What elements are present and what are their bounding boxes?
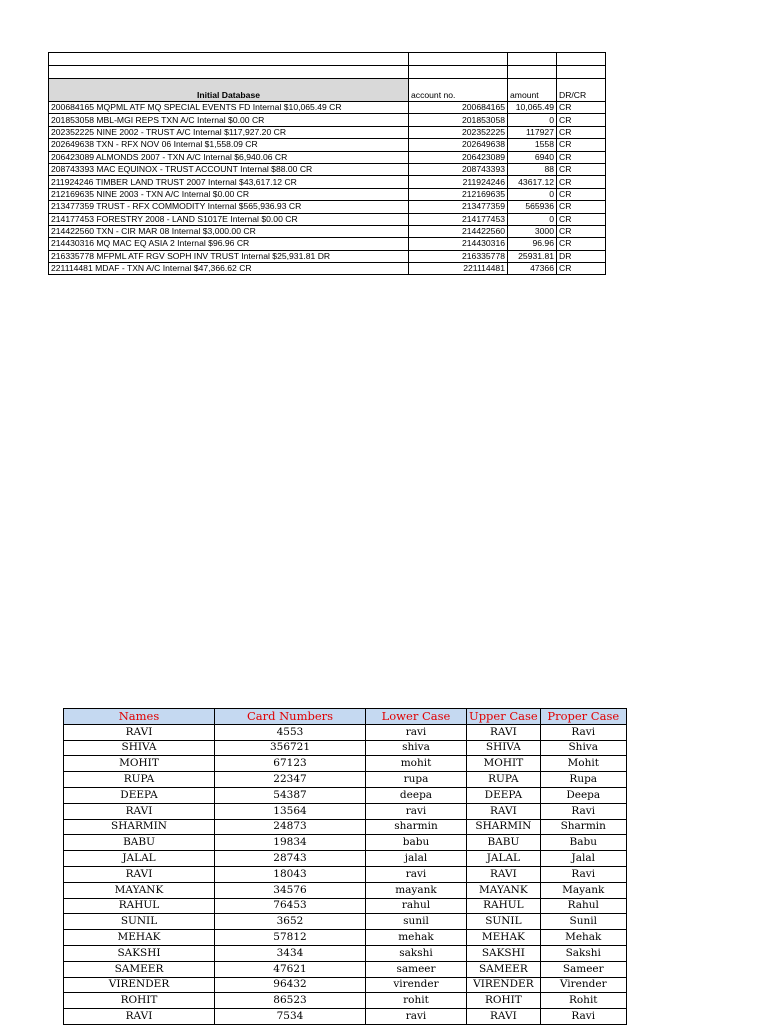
header-names[interactable]: Names bbox=[64, 709, 215, 725]
cell-dr-cr[interactable]: CR bbox=[557, 126, 606, 138]
table-row bbox=[64, 787, 627, 803]
cell-description[interactable]: 212169635 NINE 2003 - TXN A/C Internal $0.00 CR bbox=[49, 188, 409, 200]
cell-card-number[interactable]: 76453 bbox=[215, 898, 366, 914]
cell-amount[interactable]: 25931.81 bbox=[508, 250, 557, 262]
cell-name[interactable]: SHIVA bbox=[64, 740, 215, 756]
initial-database-body bbox=[49, 53, 606, 275]
cell-account-no[interactable]: 206423089 bbox=[409, 151, 508, 163]
cell-dr-cr[interactable]: CR bbox=[557, 201, 606, 213]
table-row bbox=[49, 102, 606, 114]
table-row bbox=[64, 851, 627, 867]
table-row bbox=[49, 263, 606, 275]
cell-amount[interactable]: 47366 bbox=[508, 263, 557, 275]
cell-lower-case[interactable]: sameer bbox=[366, 961, 467, 977]
cell-name[interactable]: RAHUL bbox=[64, 898, 215, 914]
cell-upper-case[interactable]: VIRENDER bbox=[467, 977, 541, 993]
cell[interactable] bbox=[409, 66, 508, 79]
cell-description[interactable]: 201853058 MBL-MGI REPS TXN A/C Internal $0.00 CR bbox=[49, 114, 409, 126]
cell-lower-case[interactable]: shiva bbox=[366, 740, 467, 756]
cell[interactable] bbox=[508, 53, 557, 66]
cell-card-number[interactable]: 28743 bbox=[215, 851, 366, 867]
cell-card-number[interactable]: 3434 bbox=[215, 945, 366, 961]
header-proper-case[interactable]: Proper Case bbox=[540, 709, 626, 725]
cell-card-number[interactable]: 4553 bbox=[215, 724, 366, 740]
cell-amount[interactable]: 3000 bbox=[508, 225, 557, 237]
cell-account-no[interactable]: 201853058 bbox=[409, 114, 508, 126]
cell[interactable] bbox=[49, 66, 409, 79]
table-row bbox=[49, 163, 606, 175]
table-row bbox=[64, 740, 627, 756]
cell-description[interactable]: 202352225 NINE 2002 - TRUST A/C Internal $117,927.20 CR bbox=[49, 126, 409, 138]
table-row bbox=[64, 914, 627, 930]
cell-card-number[interactable]: 34576 bbox=[215, 882, 366, 898]
cell-proper-case[interactable]: Virender bbox=[540, 977, 626, 993]
cell-account-no[interactable]: 214430316 bbox=[409, 238, 508, 250]
cell-proper-case[interactable]: Rupa bbox=[540, 772, 626, 788]
cell-card-number[interactable]: 24873 bbox=[215, 819, 366, 835]
table-row bbox=[49, 126, 606, 138]
cell-amount[interactable]: 0 bbox=[508, 114, 557, 126]
cell-upper-case[interactable]: JALAL bbox=[467, 851, 541, 867]
cell-card-number[interactable]: 54387 bbox=[215, 787, 366, 803]
cell-account-no[interactable]: 202649638 bbox=[409, 139, 508, 151]
cell-proper-case[interactable]: Babu bbox=[540, 835, 626, 851]
cell-name[interactable]: MEHAK bbox=[64, 930, 215, 946]
cell-account-no[interactable]: 216335778 bbox=[409, 250, 508, 262]
cell-upper-case[interactable]: ROHIT bbox=[467, 993, 541, 1009]
table-row bbox=[49, 201, 606, 213]
cell-name[interactable]: JALAL bbox=[64, 851, 215, 867]
cell-proper-case[interactable]: Mohit bbox=[540, 756, 626, 772]
cell-account-no[interactable]: 208743393 bbox=[409, 163, 508, 175]
cell-lower-case[interactable]: babu bbox=[366, 835, 467, 851]
cell-card-number[interactable]: 7534 bbox=[215, 1009, 366, 1025]
cell-dr-cr[interactable]: CR bbox=[557, 213, 606, 225]
cell-amount[interactable]: 1558 bbox=[508, 139, 557, 151]
table-row bbox=[64, 724, 627, 740]
cell-card-number[interactable]: 18043 bbox=[215, 866, 366, 882]
cell-dr-cr[interactable]: DR bbox=[557, 250, 606, 262]
cell-upper-case[interactable]: RAHUL bbox=[467, 898, 541, 914]
cell[interactable] bbox=[557, 53, 606, 66]
cell-upper-case[interactable]: DEEPA bbox=[467, 787, 541, 803]
names-header-row bbox=[64, 709, 627, 725]
cell-dr-cr[interactable]: CR bbox=[557, 163, 606, 175]
table-row bbox=[49, 225, 606, 237]
cell-card-number[interactable]: 96432 bbox=[215, 977, 366, 993]
cell-dr-cr[interactable]: CR bbox=[557, 139, 606, 151]
table-row bbox=[64, 882, 627, 898]
database-title[interactable]: Initial Database bbox=[49, 79, 409, 102]
cell-lower-case[interactable]: ravi bbox=[366, 866, 467, 882]
cell-account-no[interactable]: 221114481 bbox=[409, 263, 508, 275]
cell-description[interactable]: 216335778 MFPML ATF RGV SOPH INV TRUST Internal $25,931.81 DR bbox=[49, 250, 409, 262]
table-row bbox=[49, 250, 606, 262]
table-row bbox=[64, 819, 627, 835]
cell-proper-case[interactable]: Shiva bbox=[540, 740, 626, 756]
cell-account-no[interactable]: 214177453 bbox=[409, 213, 508, 225]
cell[interactable] bbox=[409, 53, 508, 66]
cell-card-number[interactable]: 86523 bbox=[215, 993, 366, 1009]
header-amount[interactable]: amount bbox=[508, 79, 557, 102]
header-row bbox=[49, 79, 606, 102]
header-upper-case[interactable]: Upper Case bbox=[467, 709, 541, 725]
header-dr-cr[interactable]: DR/CR bbox=[557, 79, 606, 102]
cell-description[interactable]: 214430316 MQ MAC EQ ASIA 2 Internal $96.96 CR bbox=[49, 238, 409, 250]
cell-card-number[interactable]: 57812 bbox=[215, 930, 366, 946]
table-row bbox=[64, 756, 627, 772]
cell-account-no[interactable]: 214422560 bbox=[409, 225, 508, 237]
cell-lower-case[interactable]: sunil bbox=[366, 914, 467, 930]
cell-lower-case[interactable]: sharmin bbox=[366, 819, 467, 835]
cell-card-number[interactable]: 19834 bbox=[215, 835, 366, 851]
table-row bbox=[49, 139, 606, 151]
cell-amount[interactable]: 10,065.49 bbox=[508, 102, 557, 114]
cell-account-no[interactable]: 212169635 bbox=[409, 188, 508, 200]
table-row bbox=[64, 945, 627, 961]
cell-card-number[interactable]: 47621 bbox=[215, 961, 366, 977]
cell-account-no[interactable]: 202352225 bbox=[409, 126, 508, 138]
cell-amount[interactable]: 6940 bbox=[508, 151, 557, 163]
cell[interactable] bbox=[508, 66, 557, 79]
cell-name[interactable]: RAVI bbox=[64, 803, 215, 819]
cell-proper-case[interactable]: Mehak bbox=[540, 930, 626, 946]
table-row bbox=[64, 930, 627, 946]
cell-description[interactable]: 211924246 TIMBER LAND TRUST 2007 Internal $43,617.12 CR bbox=[49, 176, 409, 188]
blank-row bbox=[49, 53, 606, 66]
cell-lower-case[interactable]: ravi bbox=[366, 1009, 467, 1025]
cell-proper-case[interactable]: Mayank bbox=[540, 882, 626, 898]
table-row bbox=[49, 114, 606, 126]
cell-proper-case[interactable]: Jalal bbox=[540, 851, 626, 867]
cell-upper-case[interactable]: SUNIL bbox=[467, 914, 541, 930]
cell-lower-case[interactable]: rahul bbox=[366, 898, 467, 914]
table-row bbox=[64, 993, 627, 1009]
cell-lower-case[interactable]: mohit bbox=[366, 756, 467, 772]
cell-lower-case[interactable]: rohit bbox=[366, 993, 467, 1009]
cell-upper-case[interactable]: RAVI bbox=[467, 803, 541, 819]
cell-name[interactable]: BABU bbox=[64, 835, 215, 851]
cell-account-no[interactable]: 213477359 bbox=[409, 201, 508, 213]
cell-upper-case[interactable]: RAVI bbox=[467, 866, 541, 882]
cell-upper-case[interactable]: MEHAK bbox=[467, 930, 541, 946]
cell-amount[interactable]: 0 bbox=[508, 188, 557, 200]
cell-description[interactable]: 214422560 TXN - CIR MAR 08 Internal $3,000.00 CR bbox=[49, 225, 409, 237]
table-row bbox=[49, 151, 606, 163]
cell-lower-case[interactable]: virender bbox=[366, 977, 467, 993]
cell-amount[interactable]: 96.96 bbox=[508, 238, 557, 250]
cell-dr-cr[interactable]: CR bbox=[557, 151, 606, 163]
table-row bbox=[64, 803, 627, 819]
cell-account-no[interactable]: 200684165 bbox=[409, 102, 508, 114]
cell-lower-case[interactable]: rupa bbox=[366, 772, 467, 788]
cell-lower-case[interactable]: mayank bbox=[366, 882, 467, 898]
cell-dr-cr[interactable]: CR bbox=[557, 176, 606, 188]
cell-card-number[interactable]: 3652 bbox=[215, 914, 366, 930]
cell-name[interactable]: RAVI bbox=[64, 724, 215, 740]
cell-name[interactable]: SAKSHI bbox=[64, 945, 215, 961]
cell-description[interactable]: 208743393 MAC EQUINOX - TRUST ACCOUNT Internal $88.00 CR bbox=[49, 163, 409, 175]
cell-upper-case[interactable]: RAVI bbox=[467, 1009, 541, 1025]
table-row bbox=[64, 866, 627, 882]
table-row bbox=[64, 1009, 627, 1025]
cell-upper-case[interactable]: RAVI bbox=[467, 724, 541, 740]
cell-upper-case[interactable]: BABU bbox=[467, 835, 541, 851]
cell-name[interactable]: RUPA bbox=[64, 772, 215, 788]
cell[interactable] bbox=[557, 66, 606, 79]
cell-name[interactable]: MAYANK bbox=[64, 882, 215, 898]
cell-account-no[interactable]: 211924246 bbox=[409, 176, 508, 188]
cell-proper-case[interactable]: Sameer bbox=[540, 961, 626, 977]
blank-row bbox=[49, 66, 606, 79]
cell[interactable] bbox=[49, 53, 409, 66]
cell-upper-case[interactable]: SAKSHI bbox=[467, 945, 541, 961]
cell-name[interactable]: RAVI bbox=[64, 1009, 215, 1025]
cell-dr-cr[interactable]: CR bbox=[557, 225, 606, 237]
cell-upper-case[interactable]: MOHIT bbox=[467, 756, 541, 772]
cell-card-number[interactable]: 67123 bbox=[215, 756, 366, 772]
table-row bbox=[64, 961, 627, 977]
cell-description[interactable]: 206423089 ALMONDS 2007 - TXN A/C Internal $6,940.06 CR bbox=[49, 151, 409, 163]
table-row bbox=[49, 238, 606, 250]
cell-upper-case[interactable]: SAMEER bbox=[467, 961, 541, 977]
cell-description[interactable]: 221114481 MDAF - TXN A/C Internal $47,366.62 CR bbox=[49, 263, 409, 275]
cell-amount[interactable]: 0 bbox=[508, 213, 557, 225]
cell-lower-case[interactable]: sakshi bbox=[366, 945, 467, 961]
cell-dr-cr[interactable]: CR bbox=[557, 114, 606, 126]
cell-proper-case[interactable]: Sakshi bbox=[540, 945, 626, 961]
cell-amount[interactable]: 117927 bbox=[508, 126, 557, 138]
initial-database-table bbox=[48, 52, 606, 275]
cell-name[interactable]: RAVI bbox=[64, 866, 215, 882]
cell-description[interactable]: 200684165 MQPML ATF MQ SPECIAL EVENTS FD Internal $10,065.49 CR bbox=[49, 102, 409, 114]
cell-upper-case[interactable]: SHARMIN bbox=[467, 819, 541, 835]
names-case-table bbox=[63, 708, 627, 1025]
cell-name[interactable]: MOHIT bbox=[64, 756, 215, 772]
cell-description[interactable]: 202649638 TXN - RFX NOV 06 Internal $1,558.09 CR bbox=[49, 139, 409, 151]
cell-dr-cr[interactable]: CR bbox=[557, 263, 606, 275]
cell-lower-case[interactable]: deepa bbox=[366, 787, 467, 803]
cell-name[interactable]: DEEPA bbox=[64, 787, 215, 803]
header-card-numbers[interactable]: Card Numbers bbox=[215, 709, 366, 725]
cell-lower-case[interactable]: jalal bbox=[366, 851, 467, 867]
table-row bbox=[64, 835, 627, 851]
cell-upper-case[interactable]: RUPA bbox=[467, 772, 541, 788]
cell-dr-cr[interactable]: CR bbox=[557, 188, 606, 200]
cell-name[interactable]: SHARMIN bbox=[64, 819, 215, 835]
cell-dr-cr[interactable]: CR bbox=[557, 102, 606, 114]
table-row bbox=[64, 898, 627, 914]
cell-card-number[interactable]: 22347 bbox=[215, 772, 366, 788]
cell-upper-case[interactable]: MAYANK bbox=[467, 882, 541, 898]
cell-proper-case[interactable]: Rohit bbox=[540, 993, 626, 1009]
cell-description[interactable]: 214177453 FORESTRY 2008 - LAND S1017E Internal $0.00 CR bbox=[49, 213, 409, 225]
cell-card-number[interactable]: 356721 bbox=[215, 740, 366, 756]
table-row bbox=[49, 176, 606, 188]
cell-name[interactable]: SAMEER bbox=[64, 961, 215, 977]
header-account-no[interactable]: account no. bbox=[409, 79, 508, 102]
table-row bbox=[64, 772, 627, 788]
cell-proper-case[interactable]: Deepa bbox=[540, 787, 626, 803]
header-lower-case[interactable]: Lower Case bbox=[366, 709, 467, 725]
cell-proper-case[interactable]: Ravi bbox=[540, 866, 626, 882]
cell-card-number[interactable]: 13564 bbox=[215, 803, 366, 819]
cell-proper-case[interactable]: Sharmin bbox=[540, 819, 626, 835]
cell-lower-case[interactable]: ravi bbox=[366, 803, 467, 819]
cell-proper-case[interactable]: Ravi bbox=[540, 1009, 626, 1025]
cell-proper-case[interactable]: Sunil bbox=[540, 914, 626, 930]
cell-upper-case[interactable]: SHIVA bbox=[467, 740, 541, 756]
table-row bbox=[49, 213, 606, 225]
cell-proper-case[interactable]: Ravi bbox=[540, 803, 626, 819]
cell-lower-case[interactable]: ravi bbox=[366, 724, 467, 740]
cell-name[interactable]: ROHIT bbox=[64, 993, 215, 1009]
cell-dr-cr[interactable]: CR bbox=[557, 238, 606, 250]
cell-proper-case[interactable]: Rahul bbox=[540, 898, 626, 914]
cell-name[interactable]: VIRENDER bbox=[64, 977, 215, 993]
cell-lower-case[interactable]: mehak bbox=[366, 930, 467, 946]
table-row bbox=[49, 188, 606, 200]
cell-amount[interactable]: 43617.12 bbox=[508, 176, 557, 188]
cell-amount[interactable]: 565936 bbox=[508, 201, 557, 213]
cell-name[interactable]: SUNIL bbox=[64, 914, 215, 930]
cell-amount[interactable]: 88 bbox=[508, 163, 557, 175]
names-table-body bbox=[64, 724, 627, 1024]
table-row bbox=[64, 977, 627, 993]
cell-description[interactable]: 213477359 TRUST - RFX COMMODITY Internal $565,936.93 CR bbox=[49, 201, 409, 213]
cell-proper-case[interactable]: Ravi bbox=[540, 724, 626, 740]
